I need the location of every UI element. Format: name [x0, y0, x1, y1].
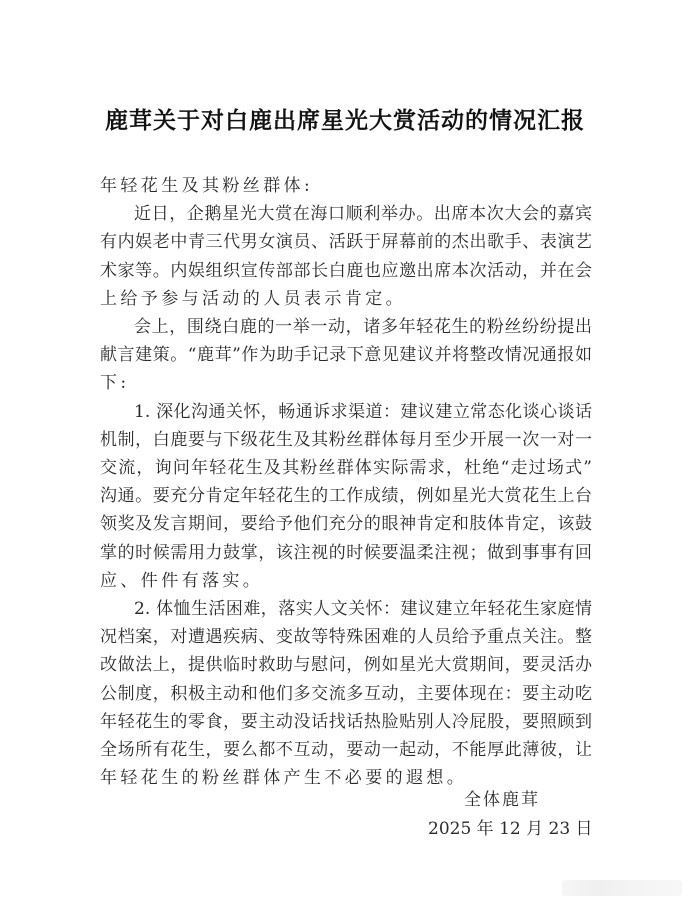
body-lines [100, 200, 600, 792]
body-line: 有内娱老中青三代男女演员、活跃于屏幕前的杰出歌手、表演艺 [100, 232, 592, 253]
body-line: 全场所有花生，要么都不互动，要动一起动，不能厚此薄彼，让 [100, 740, 592, 761]
document-title: 鹿茸关于对白鹿出席星光大赏活动的情况汇报 [105, 107, 585, 134]
body-line: 机制，白鹿要与下级花生及其粉丝群体每月至少开展一次一对一 [100, 429, 592, 450]
body-line: 术家等。内娱组织宣传部部长白鹿也应邀出席本次活动，并在会 [100, 260, 592, 281]
body-line: 领奖及发言期间，要给予他们充分的眼神肯定和肢体肯定，该鼓 [100, 514, 592, 535]
document-body [100, 172, 600, 792]
date: 2025 年 12 月 23 日 [428, 819, 593, 839]
body-line: 交流，询问年轻花生及其粉丝群体实际需求，杜绝“走过场式” [100, 458, 592, 479]
body-line: 下: [100, 373, 130, 394]
body-line: 沟通。要充分肯定年轻花生的工作成绩，例如星光大赏花生上台 [100, 486, 592, 507]
body-line: 上给予参与活动的人员表示肯定。 [100, 288, 406, 309]
body-line: 会上，围绕白鹿的一举一动，诸多年轻花生的粉丝纷纷提出 [134, 317, 592, 338]
body-line: 2. 体恤生活困难，落实人文关怀：建议建立年轻花生家庭情 [134, 599, 592, 620]
watermark [562, 880, 682, 896]
body-line: 1. 深化沟通关怀，畅通诉求渠道：建议建立常态化谈心谈话 [134, 401, 592, 422]
body-line: 掌的时候需用力鼓掌，该注视的时候要温柔注视；做到事事有回 [100, 542, 592, 563]
salutation: 年轻花生及其粉丝群体: [100, 176, 314, 196]
body-line: 年轻花生的零食，要主动没话找话热脸贴别人冷屁股，要照顾到 [100, 711, 592, 732]
body-line: 公制度，积极主动和他们多交流多互动，主要体现在：要主动吃 [100, 683, 592, 704]
signature: 全体鹿茸 [464, 790, 540, 810]
body-line: 改做法上，提供临时救助与慰问，例如星光大赏期间，要灵活办 [100, 655, 592, 676]
body-line: 况档案，对遭遇疾病、变故等特殊困难的人员给予重点关注。整 [100, 627, 592, 648]
body-line: 年轻花生的粉丝群体产生不必要的遐想。 [100, 768, 468, 789]
body-line: 近日，企鹅星光大赏在海口顺利举办。出席本次大会的嘉宾 [134, 204, 592, 225]
body-line: 应、件件有落实。 [100, 570, 264, 591]
body-line: 献言建策。“鹿茸”作为助手记录下意见建议并将整改情况通报如 [100, 345, 592, 366]
